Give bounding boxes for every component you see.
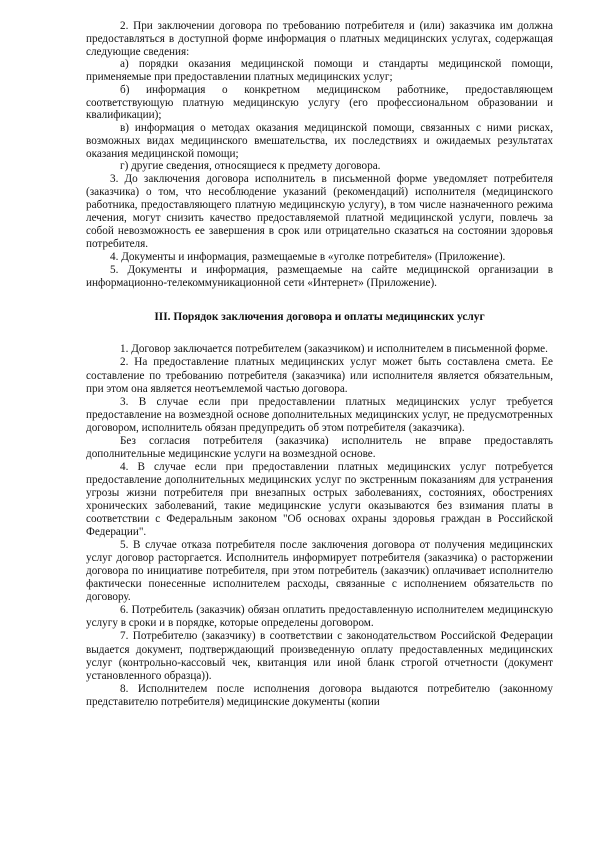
s3-paragraph-3-consent: Без согласия потребителя (заказчика) исполнитель не вправе предоставлять дополнительные медицинские услуги на возмездной основе. [86, 434, 553, 460]
paragraph-4-consumer-corner: 4. Документы и информация, размещаемые в «уголке потребителя» (Приложение). [110, 251, 506, 264]
s3-paragraph-8-documents: 8. Исполнителем после исполнения договора выдаются потребителю (законному представителю потребителя) медицинские документы (копии [86, 682, 553, 708]
s3-paragraph-3-additional-services: 3. В случае если при предоставлении платных медицинских услуг требуется предоставление на возмездной основе дополнительных медицинских услуг, не предусмотренных договором, исполнитель обязан предупредить об этом потребителя (заказчика). [86, 395, 553, 434]
s3-paragraph-7-receipt: 7. Потребителю (заказчику) в соответствии с законодательством Российской Федерации выдается документ, подтверждающий произведенную оплату предоставленных медицинских услуг (контрольно-кассовый чек, квитанция или иной бланк строгой отчетности (документ установленного образца)). [86, 630, 553, 682]
s3-paragraph-1: 1. Договор заключается потребителем (заказчиком) и исполнителем в письменной форме. [120, 343, 548, 356]
list-item-b-medical-worker: б) информация о конкретном медицинском работнике, предоставляющем соответствующую платную медицинскую услугу (его профессиональном образовании и квалификации); [86, 83, 553, 122]
paragraph-5-website-docs: 5. Документы и информация, размещаемые на сайте медицинской организации в информационно-телекоммуникационной сети «Интернет» (Приложение). [86, 264, 553, 290]
s3-paragraph-5-refusal: 5. В случае отказа потребителя после заключения договора от получения медицинских услуг договор расторгается. Исполнитель информирует потребителя (заказчика) о расторжении договора по инициативе потребителя, при этом потребитель (заказчик) оплачивает исполнителю фактически понесенные исполнителем расходы, связанные с исполнением обязательств по договору. [86, 539, 553, 604]
list-item-g-other: г) другие сведения, относящиеся к предмету договора. [120, 160, 381, 173]
s3-paragraph-4-emergency: 4. В случае если при предоставлении платных медицинских услуг потребуется предоставление дополнительных медицинских услуг по экстренным показаниям для устранения угрозы жизни потребителя при внезапных острых заболеваниях, состояниях, обострениях хронических заболеваний, такие медицинские услуги оказываются без взимания платы в соответствии с Федеральным законом "Об основах охраны здоровья граждан в Российской Федерации". [86, 460, 553, 539]
list-item-a-procedures: а) порядки оказания медицинской помощи и стандарты медицинской помощи, применяемые при предоставлении платных медицинских услуг; [86, 58, 553, 83]
document-body [86, 20, 553, 709]
section-3-heading: III. Порядок заключения договора и оплаты медицинских услуг [154, 311, 485, 324]
s3-paragraph-6-payment: 6. Потребитель (заказчик) обязан оплатить предоставленную исполнителем медицинскую услугу в сроки и в порядке, которые определены договором. [86, 604, 553, 630]
paragraph-3-notification: 3. До заключения договора исполнитель в письменной форме уведомляет потребителя (заказчика) о том, что несоблюдение указаний (рекомендаций) исполнителя (медицинского работника, предоставляющего платную медицинскую услугу), в том числе назначенного режима лечения, могут снизить качество предоставляемой платной медицинской услуги, повлечь за собой невозможность ее завершения в срок или отрицательно сказаться на состоянии здоровья потребителя. [86, 173, 553, 251]
paragraph-2-info-requirements: 2. При заключении договора по требованию потребителя и (или) заказчика им должна предоставляться в доступной форме информация о платных медицинских услугах, содержащая следующие сведения: [86, 20, 553, 58]
list-item-v-methods: в) информация о методах оказания медицинской помощи, связанных с ними рисках, возможных видах медицинского вмешательства, их последствиях и ожидаемых результатах оказания медицинской помощи; [86, 122, 553, 160]
s3-paragraph-2-estimate: 2. На предоставление платных медицинских услуг может быть составлена смета. Ее составление по требованию потребителя (заказчика) или исполнителя является обязательным, при этом она является неотъемлемой частью договора. [86, 356, 553, 395]
